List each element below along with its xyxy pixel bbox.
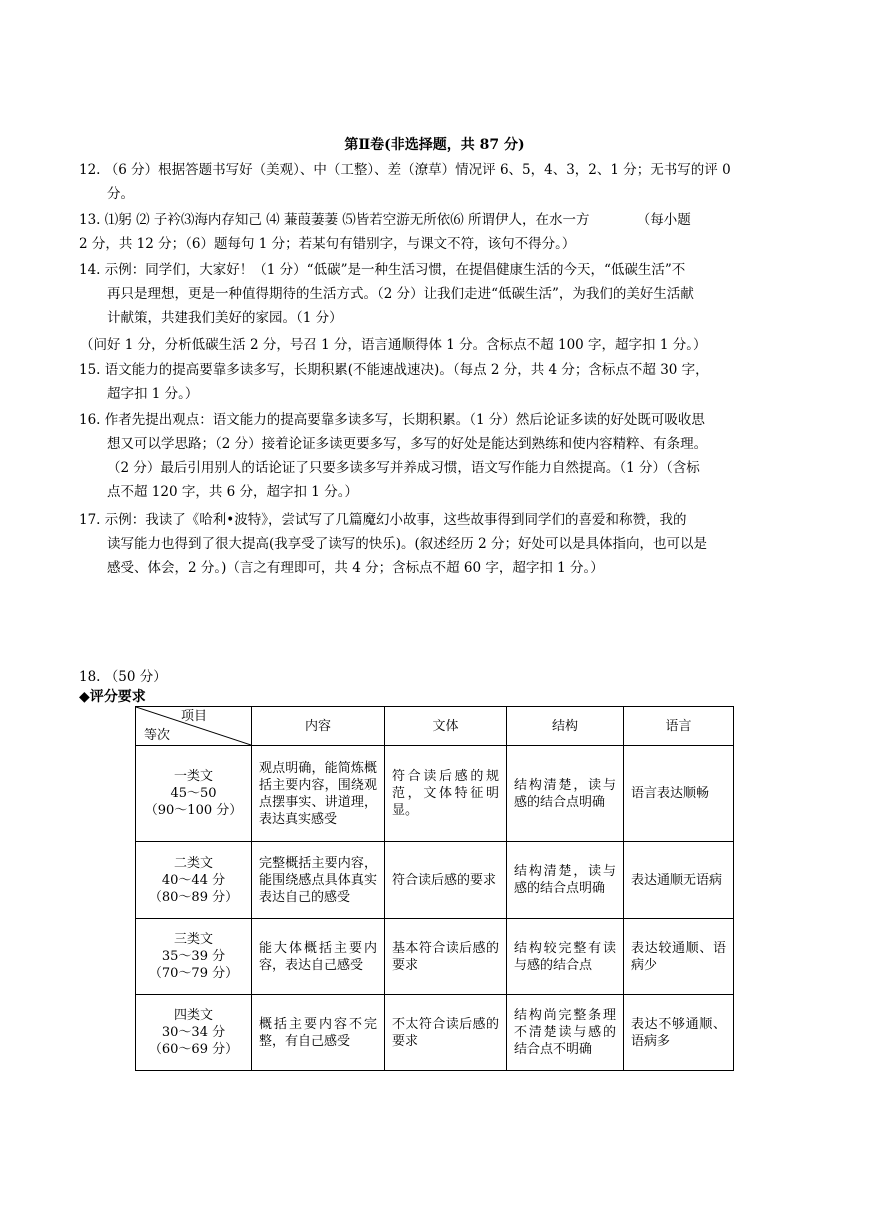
structure-cell: 结构清楚，读与感的结合点明确 [507,746,624,842]
content-cell: 概括主要内容不完整，有自己感受 [252,995,385,1071]
question-14 [79,258,791,330]
question-17 [79,508,791,580]
question-12 [79,158,791,206]
grade-cell [136,995,252,1071]
content-cell: 能大体概括主要内容，表达自己感受 [252,919,385,995]
diagonal-header-cell [136,707,252,746]
question-text-line: ⑴躬 ⑵ 子衿⑶海内存知己 ⑷ 蒹葭萋萋 ⑸皆若空游无所依⑹ 所谓伊人，在水一方 （每小题 [104,212,691,228]
question-16 [79,408,791,504]
grade-score-range: （80～89 分） [148,889,239,905]
grade-score-range: （70～79 分） [148,966,239,981]
header-language: 语言 [624,707,734,746]
language-cell: 语言表达顺畅 [624,746,734,842]
question-text-line: 作者先提出观点：语文能力的提高要靠多读多写，长期积累。（1 分）然后论证多读的好处既可吸收思 [104,412,705,428]
language-cell: 表达不够通顺、语病多 [624,995,734,1071]
question-text-line: 2 分，共 12 分；（6）题每句 1 分；若某句有错别字，与课文不符，该句不得分。） [79,236,576,252]
question-text-line: 感受、体会，2 分。)（言之有理即可，共 4 分；含标点不超 60 字，超字扣 1 分。） [107,560,604,576]
question-text-line: 示例：我读了《哈利•波特》，尝试写了几篇魔幻小故事，这些故事得到同学们的喜爱和称赞，我的 [104,512,687,528]
question-13 [79,208,791,256]
question-text-line: （2 分）最后引用别人的话论证了只要多读多写并养成习惯，语文写作能力自然提高。（1 分）（含标 [107,460,700,476]
question-number: 17. [79,512,101,528]
table-row [136,746,734,842]
question-number: 12. [79,162,101,178]
structure-cell: 结构尚完整条理不清楚读与感的结合点不明确 [507,995,624,1071]
grade-name: 三类文 [173,932,213,947]
table-row [136,995,734,1071]
grade-score-range: （90～100 分） [144,803,243,818]
question-text-line: 计献策，共建我们美好的家园。（1 分） [107,310,343,326]
question-text-line: 再只是理想，更是一种值得期待的生活方式。（2 分）让我们走进“低碳生活”，为我们的美好生活献 [107,286,694,302]
question-text-line: 示例：同学们，大家好！（1 分）“低碳”是一种生活习惯，在提倡健康生活的今天，“低碳生活”不 [104,262,686,278]
table-row [136,919,734,995]
question-15 [79,358,791,406]
content-cell: 观点明确，能简炼概括主要内容，围绕观点摆事实、讲道理，表达真实感受 [252,746,385,842]
header-style: 文体 [385,707,507,746]
grade-score: 30～34 分 [161,1025,226,1040]
question-number: 16. [79,412,101,428]
table-row [136,842,734,919]
question-text-line: 分。 [107,186,134,202]
question-18-heading: 18. （50 分） [79,669,167,685]
structure-cell: 结构较完整有读与感的结合点 [507,919,624,995]
question-number: 14. [79,262,101,278]
question-number: 13. [79,212,101,228]
grade-cell [136,842,252,919]
section-title: 第Ⅱ卷(非选择题，共 87 分) [344,137,525,153]
grade-score: 35～39 分 [161,949,226,964]
style-cell: 符合读后感的要求 [385,842,507,919]
grade-score: 45～50 [170,786,217,801]
header-structure: 结构 [507,707,624,746]
header-content: 内容 [252,707,385,746]
question-text-line: 超字扣 1 分。） [107,386,199,402]
grade-score-range: （60～69 分） [148,1042,239,1057]
question-text-line: 点不超 120 字，共 6 分，超字扣 1 分。） [107,484,358,500]
content-cell: 完整概括主要内容，能围绕感点具体真实表达自己的感受 [252,842,385,919]
table-header-row [136,707,734,746]
question-text-line: 想又可以学思路；（2 分）接着论证多读更要多写，多写的好处是能达到熟练和使内容精粹、有条理。 [107,436,708,452]
scoring-rubric-table [135,706,734,1071]
grade-name: 二类文 [173,855,213,871]
language-cell: 表达较通顺、语病少 [624,919,734,995]
structure-cell: 结构清楚，读与感的结合点明确 [507,842,624,919]
style-cell: 不太符合读后感的要求 [385,995,507,1071]
grade-name: 一类文 [173,769,213,784]
question-text-line: 读写能力也得到了很大提高(我享受了读写的快乐)。(叙述经历 2 分；好处可以是具体指向，也可以是 [107,536,707,552]
question-text-line: （6 分）根据答题书写好（美观）、中（工整）、差（潦草）情况评 6、5，4、3，2、1 分；无书写的评 0 [104,162,731,178]
grade-score: 40～44 分 [161,872,226,888]
scoring-requirements-heading: ◆评分要求 [79,689,146,705]
corner-label-item: 项目 [181,709,208,724]
style-cell: 基本符合读后感的要求 [385,919,507,995]
question-number: 15. [79,362,101,378]
question-text-line: 语文能力的提高要靠多读多写，长期积累(不能速战速决)。（每点 2 分，共 4 分；含标点不超 30 字， [104,362,709,378]
language-cell: 表达通顺无语病 [624,842,734,919]
style-cell: 符合读后感的规范，文体特征明显。 [385,746,507,842]
question-14-scoring-note: （问好 1 分，分析低碳生活 2 分，号召 1 分，语言通顺得体 1 分。含标点不超 100 字，超字扣 1 分。） [80,337,707,353]
grade-name: 四类文 [173,1008,213,1023]
grade-cell [136,919,252,995]
corner-label-grade: 等次 [144,728,171,743]
grade-cell [136,746,252,842]
